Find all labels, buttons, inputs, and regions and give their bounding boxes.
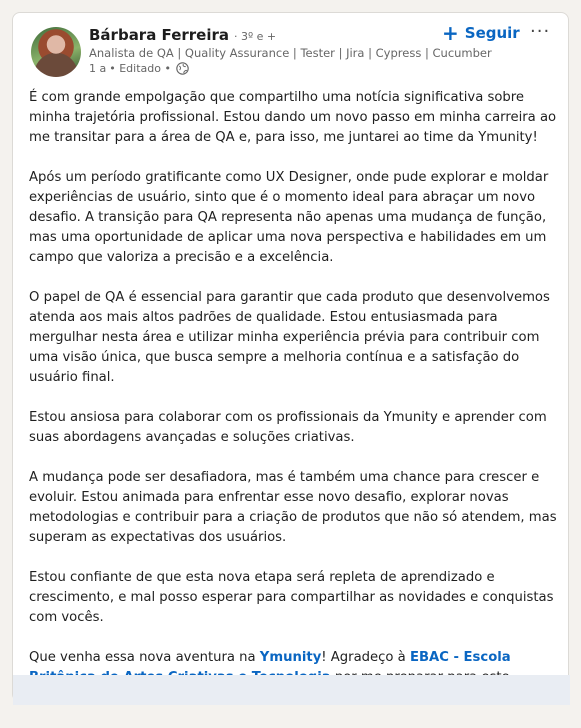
globe-icon [176,62,189,75]
author-headline: Analista de QA | Quality Assurance | Tester | Jira | Cypress | Cucumber [89,46,492,60]
connection-degree: · 3º e + [234,30,277,43]
post-paragraph: Após um período gratificante como UX Designer, onde pude explorar e moldar experiências de usuário, sinto que é o momento ideal para abraçar um novo desafio. A transição para QA representa não apenas uma mudança de função, mas uma oportunidade de aplicar uma nova perspectiva e habilidades em um campo que valoriza a precisão e a excelência. [29,170,549,265]
plus-icon: + [442,21,459,45]
post-header [13,13,568,83]
post-paragraph: A mudança pode ser desafiadora, mas é também uma chance para crescer e evoluir. Estou animada para enfrentar esse novo desafio, explorar novas metodologias e contribuir para a criação de produtos que não só atendem, mas superam as expectativas dos usuários. [29,470,557,545]
follow-button[interactable] [442,23,520,43]
author-avatar[interactable] [31,27,81,77]
post-paragraph: O papel de QA é essencial para garantir que cada produto que desenvolvemos atenda aos mais altos padrões de qualidade. Estou entusiasmada para mergulhar nesta área e utilizar minha experiência prévia para contribuir com uma visão única, que busca sempre a melhoria contínua e a satisfação do usuário final. [29,290,550,385]
closing-text: ! Agradeço à [321,650,410,665]
post-paragraph: Estou ansiosa para colaborar com os profissionais da Ymunity e aprender com suas abordagens avançadas e soluções criativas. [29,410,547,445]
ymunity-link[interactable]: Ymunity [259,650,322,665]
author-name[interactable]: Bárbara Ferreira [89,26,229,44]
post-card [12,12,569,702]
closing-text: Que venha essa nova aventura na [29,650,260,665]
ebac-link[interactable]: EBAC - Escola [409,650,511,665]
post-time: 1 a [89,62,107,75]
author-name-row [89,26,276,44]
follow-label: Seguir [464,24,520,42]
edited-label: • Editado • [109,62,171,75]
more-options-icon[interactable]: ··· [530,21,551,42]
post-meta [89,62,189,75]
media-preview-strip[interactable] [13,675,570,705]
post-paragraph: É com grande empolgação que compartilho uma notícia significativa sobre minha trajetória profissional. Estou dando um novo passo em minha carreira ao me transitar para a área de QA e, para isso, me juntarei ao time da Ymunity! [29,90,557,145]
post-body [29,88,559,728]
post-paragraph: Estou confiante de que esta nova etapa será repleta de aprendizado e crescimento, e mal posso esperar para compartilhar as novidades e conquistas com vocês. [29,570,554,625]
